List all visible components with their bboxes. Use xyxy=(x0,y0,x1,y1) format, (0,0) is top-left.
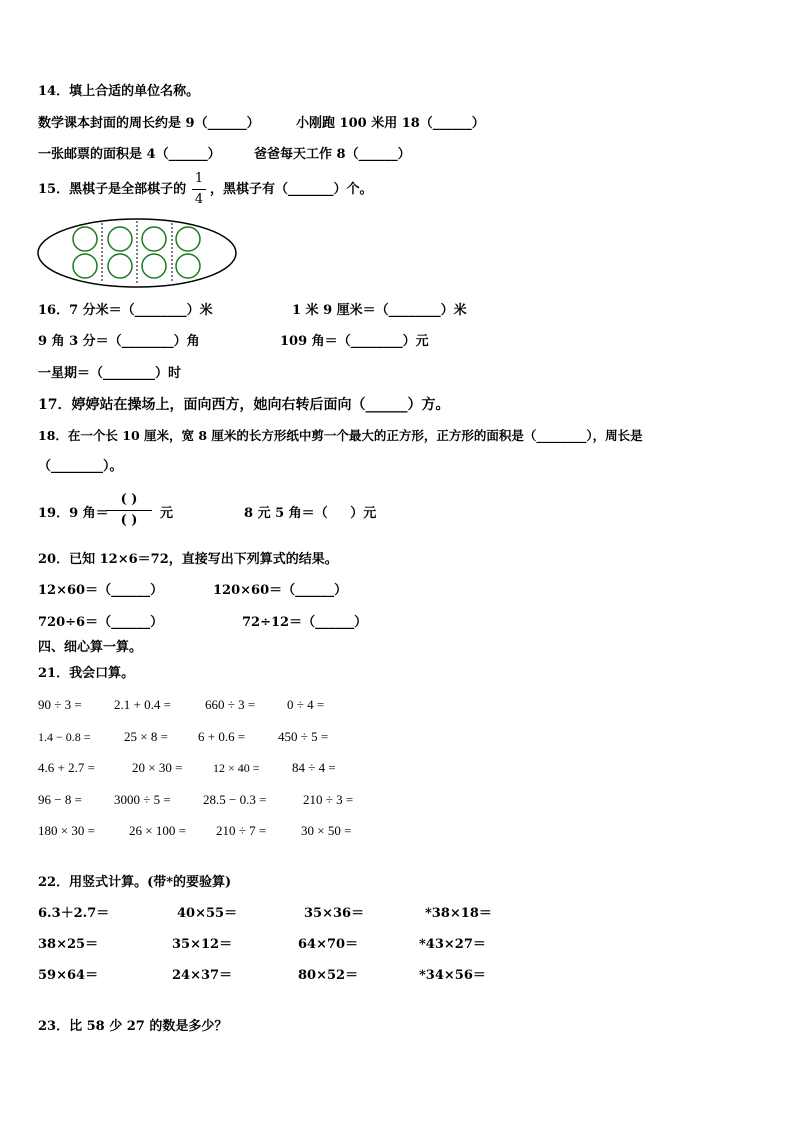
chess-piece xyxy=(176,254,200,278)
q21-item: 3000 ÷ 5 = xyxy=(114,792,171,807)
q16-line2-a: 9 角 3 分＝（________）角 xyxy=(38,334,200,349)
q20-item-a: 12×60＝（______） xyxy=(38,583,164,598)
q21-item: 12 × 40 = xyxy=(213,761,260,775)
q14-line2-b: 爸爸每天工作 8（______） xyxy=(254,147,411,162)
section-four-title: 四、细心算一算。 xyxy=(38,640,143,655)
q20-item-d: 72÷12＝（______） xyxy=(242,615,368,630)
q20-item-c: 720÷6＝（______） xyxy=(38,615,164,630)
q21-item: 4.6 + 2.7 = xyxy=(38,760,95,775)
q15-suffix: ，黑棋子有（_______）个。 xyxy=(210,182,373,197)
chess-piece xyxy=(108,227,132,251)
q21-item: 20 × 30 = xyxy=(132,760,183,775)
q21-item: 660 ÷ 3 = xyxy=(205,697,256,712)
chess-piece xyxy=(108,254,132,278)
q14-line1-a: 数学课本封面的周长约是 9（______） xyxy=(38,116,260,131)
q21-item: 30 × 50 = xyxy=(301,823,352,838)
q21-item: 28.5 − 0.3 = xyxy=(203,792,267,807)
q22-item: 38×25＝ xyxy=(38,937,99,952)
chess-piece xyxy=(142,227,166,251)
chess-piece xyxy=(73,254,97,278)
q14-line1-b: 小刚跑 100 米用 18（______） xyxy=(296,116,485,131)
q22-item: 24×37＝ xyxy=(172,968,233,983)
q22-item: 64×70＝ xyxy=(298,937,359,952)
q21-item: 26 × 100 = xyxy=(129,823,186,838)
fraction-bar xyxy=(106,510,152,511)
chess-piece xyxy=(142,254,166,278)
q15-fraction xyxy=(192,170,206,209)
chess-pieces-figure xyxy=(36,217,238,289)
q22-item: *34×56＝ xyxy=(419,968,486,983)
q21-item: 96 − 8 = xyxy=(38,792,82,807)
fraction-numerator: ( ) xyxy=(120,492,138,507)
q22-item: 35×36＝ xyxy=(304,906,365,921)
q17-text: 17．婷婷站在操场上，面向西方，她向右转后面向（______）方。 xyxy=(38,397,450,413)
q22-item: *38×18＝ xyxy=(425,906,492,921)
q19-unit: 元 xyxy=(160,506,174,521)
q23-text: 23．比 58 少 27 的数是多少？ xyxy=(38,1019,228,1034)
q22-item: 6.3＋2.7＝ xyxy=(38,906,110,921)
chess-piece xyxy=(176,227,200,251)
q21-item: 0 ÷ 4 = xyxy=(287,697,325,712)
q20-title: 20．已知 12×6＝72，直接写出下列算式的结果。 xyxy=(38,552,338,567)
q22-item: *43×27＝ xyxy=(419,937,486,952)
q16-line1-b: 1 米 9 厘米＝（________）米 xyxy=(292,303,467,318)
q21-item: 450 ÷ 5 = xyxy=(278,729,329,744)
q21-item: 25 × 8 = xyxy=(124,729,168,744)
q14-title: 14．填上合适的单位名称。 xyxy=(38,84,200,99)
q16-line1-a: 16．7 分米＝（________）米 xyxy=(38,303,213,318)
q21-item: 6 + 0.6 = xyxy=(198,729,246,744)
q22-item: 40×55＝ xyxy=(177,906,238,921)
q22-item: 35×12＝ xyxy=(172,937,233,952)
fraction-denominator: ( ) xyxy=(120,513,138,528)
q21-item: 210 ÷ 3 = xyxy=(303,792,354,807)
q18-line1: 18．在一个长 10 厘米，宽 8 厘米的长方形纸中剪一个最大的正方形，正方形的面积是（________），周长是 xyxy=(38,428,643,443)
q19-fraction xyxy=(106,491,152,530)
q21-item: 84 ÷ 4 = xyxy=(292,760,336,775)
q21-item: 210 ÷ 7 = xyxy=(216,823,267,838)
q21-title: 21．我会口算。 xyxy=(38,666,135,681)
q20-item-b: 120×60＝（______） xyxy=(213,583,348,598)
fraction-numerator: 1 xyxy=(194,171,204,186)
q21-item: 90 ÷ 3 = xyxy=(38,697,82,712)
q19-prefix: 19．9 角＝ xyxy=(38,506,109,521)
q16-line2-b: 109 角＝（________）元 xyxy=(280,334,429,349)
q15-prefix: 15．黑棋子是全部棋子的 xyxy=(38,182,187,197)
chess-piece xyxy=(73,227,97,251)
q22-item: 59×64＝ xyxy=(38,968,99,983)
q14-line2-a: 一张邮票的面积是 4（______） xyxy=(38,147,221,162)
q22-item: 80×52＝ xyxy=(298,968,359,983)
q21-item: 180 × 30 = xyxy=(38,823,95,838)
q22-title: 22．用竖式计算。(带*的要验算) xyxy=(38,875,232,890)
q21-item: 2.1 + 0.4 = xyxy=(114,697,171,712)
fraction-bar xyxy=(192,189,206,190)
q16-line3: 一星期＝（________）时 xyxy=(38,366,182,381)
fraction-denominator: 4 xyxy=(194,192,204,207)
q19-part2: 8 元 5 角＝（ ）元 xyxy=(244,506,377,521)
q18-line2: （________）。 xyxy=(38,459,123,474)
q21-item: 1.4 − 0.8 = xyxy=(38,730,91,744)
